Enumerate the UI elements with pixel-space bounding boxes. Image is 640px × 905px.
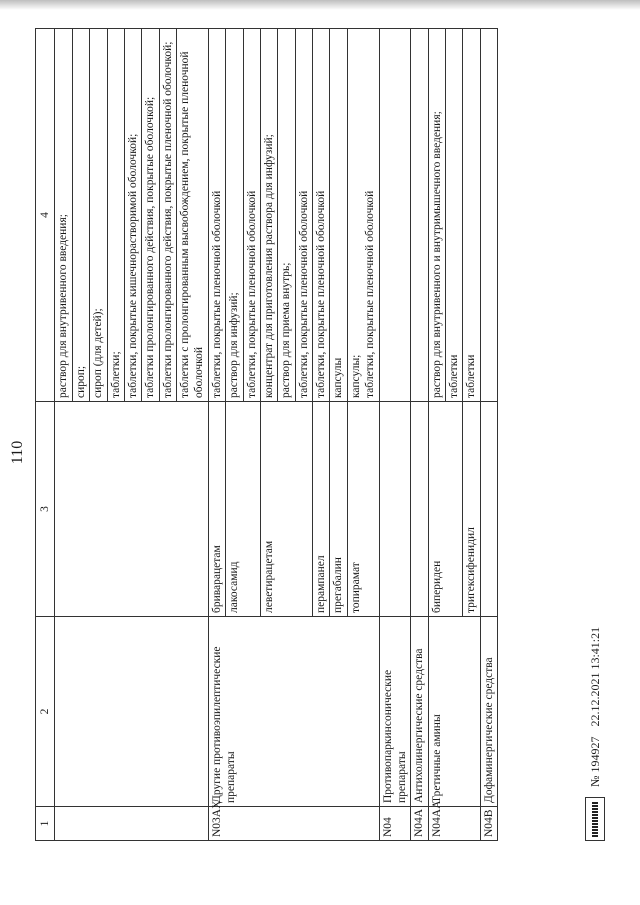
table-row — [208, 29, 225, 841]
substance-cell: прегабалин — [330, 402, 347, 617]
code-cell: N04B — [480, 807, 497, 841]
form-cell: таблетки, покрытые пленочной оболочкой — [243, 29, 260, 402]
substance-cell: перампанел — [313, 402, 330, 617]
substance-cell: тригексифенидил — [463, 402, 480, 617]
substance-cell: бриварацетам — [208, 402, 225, 617]
group-cell: Антихолинергические средства — [411, 617, 428, 807]
substance-cell — [480, 402, 497, 617]
form-cell — [480, 29, 497, 402]
form-cell: таблетки, покрытые пленочной оболочкой — [295, 29, 312, 402]
code-cell: N04 — [379, 807, 411, 841]
substance-cell — [411, 402, 428, 617]
substance-cell — [379, 402, 411, 617]
form-cell — [411, 29, 428, 402]
substance-cell: лакосамид — [226, 402, 261, 617]
column-header: 3 — [36, 402, 55, 617]
barcode-stamp-icon — [585, 797, 605, 841]
code-cell: N04AA — [428, 807, 480, 841]
table-row — [55, 29, 72, 841]
document-footer — [585, 627, 605, 841]
table-row — [480, 29, 497, 841]
form-line: капсулы; — [349, 354, 362, 398]
form-cell: таблетки пролонгированного действия, покрытые оболочкой; — [142, 29, 159, 402]
group-cell — [55, 617, 208, 807]
substance-cell: топирамат — [347, 402, 379, 617]
group-cell: Другие противоэпилептические препараты — [208, 617, 379, 807]
page-number: 110 — [9, 440, 26, 465]
table-row — [411, 29, 428, 841]
form-cell: сироп; — [72, 29, 89, 402]
form-cell — [347, 29, 379, 402]
column-header: 2 — [36, 617, 55, 807]
table-row — [428, 29, 445, 841]
substance-cell — [55, 402, 208, 617]
substance-cell: бипериден — [428, 402, 463, 617]
group-cell: Противопаркинсонические препараты — [379, 617, 411, 807]
column-header: 1 — [36, 807, 55, 841]
document-number: № 194927 — [587, 736, 602, 787]
table-row — [379, 29, 411, 841]
form-line: таблетки, покрытые пленочной оболочкой — [364, 190, 377, 398]
form-cell: таблетки, покрытые кишечнорастворимой оболочкой; — [124, 29, 141, 402]
substance-cell: леветирацетам — [260, 402, 312, 617]
form-cell: таблетки; — [107, 29, 124, 402]
form-cell: концентрат для приготовления раствора для инфузий; — [260, 29, 277, 402]
code-cell: N04A — [411, 807, 428, 841]
column-header: 4 — [36, 29, 55, 402]
form-cell: раствор для внутривенного и внутримышечного введения; — [428, 29, 445, 402]
form-cell: таблетки — [463, 29, 480, 402]
group-cell: Дофаминергические средства — [480, 617, 497, 807]
drug-classification-table — [35, 28, 498, 841]
form-cell: раствор для инфузий; — [226, 29, 243, 402]
form-cell: таблетки пролонгированного действия, покрытые пленочной оболочкой; — [159, 29, 176, 402]
form-cell: таблетки с пролонгированным высвобождением, покрытые пленочной оболочкой — [177, 29, 209, 402]
form-cell: сироп (для детей); — [90, 29, 107, 402]
form-cell: таблетки — [446, 29, 463, 402]
code-cell — [55, 807, 208, 841]
form-cell: таблетки, покрытые пленочной оболочкой — [208, 29, 225, 402]
code-cell: N03AX — [208, 807, 379, 841]
document-datetime: 22.12.2021 13:41:21 — [587, 626, 602, 727]
form-cell: таблетки, покрытые пленочной оболочкой — [313, 29, 330, 402]
form-cell: капсулы — [330, 29, 347, 402]
table-header-row — [36, 29, 55, 841]
form-cell: раствор для внутривенного введения; — [55, 29, 72, 402]
form-cell — [379, 29, 411, 402]
form-cell: раствор для приема внутрь; — [278, 29, 295, 402]
group-cell: Третичные амины — [428, 617, 480, 807]
